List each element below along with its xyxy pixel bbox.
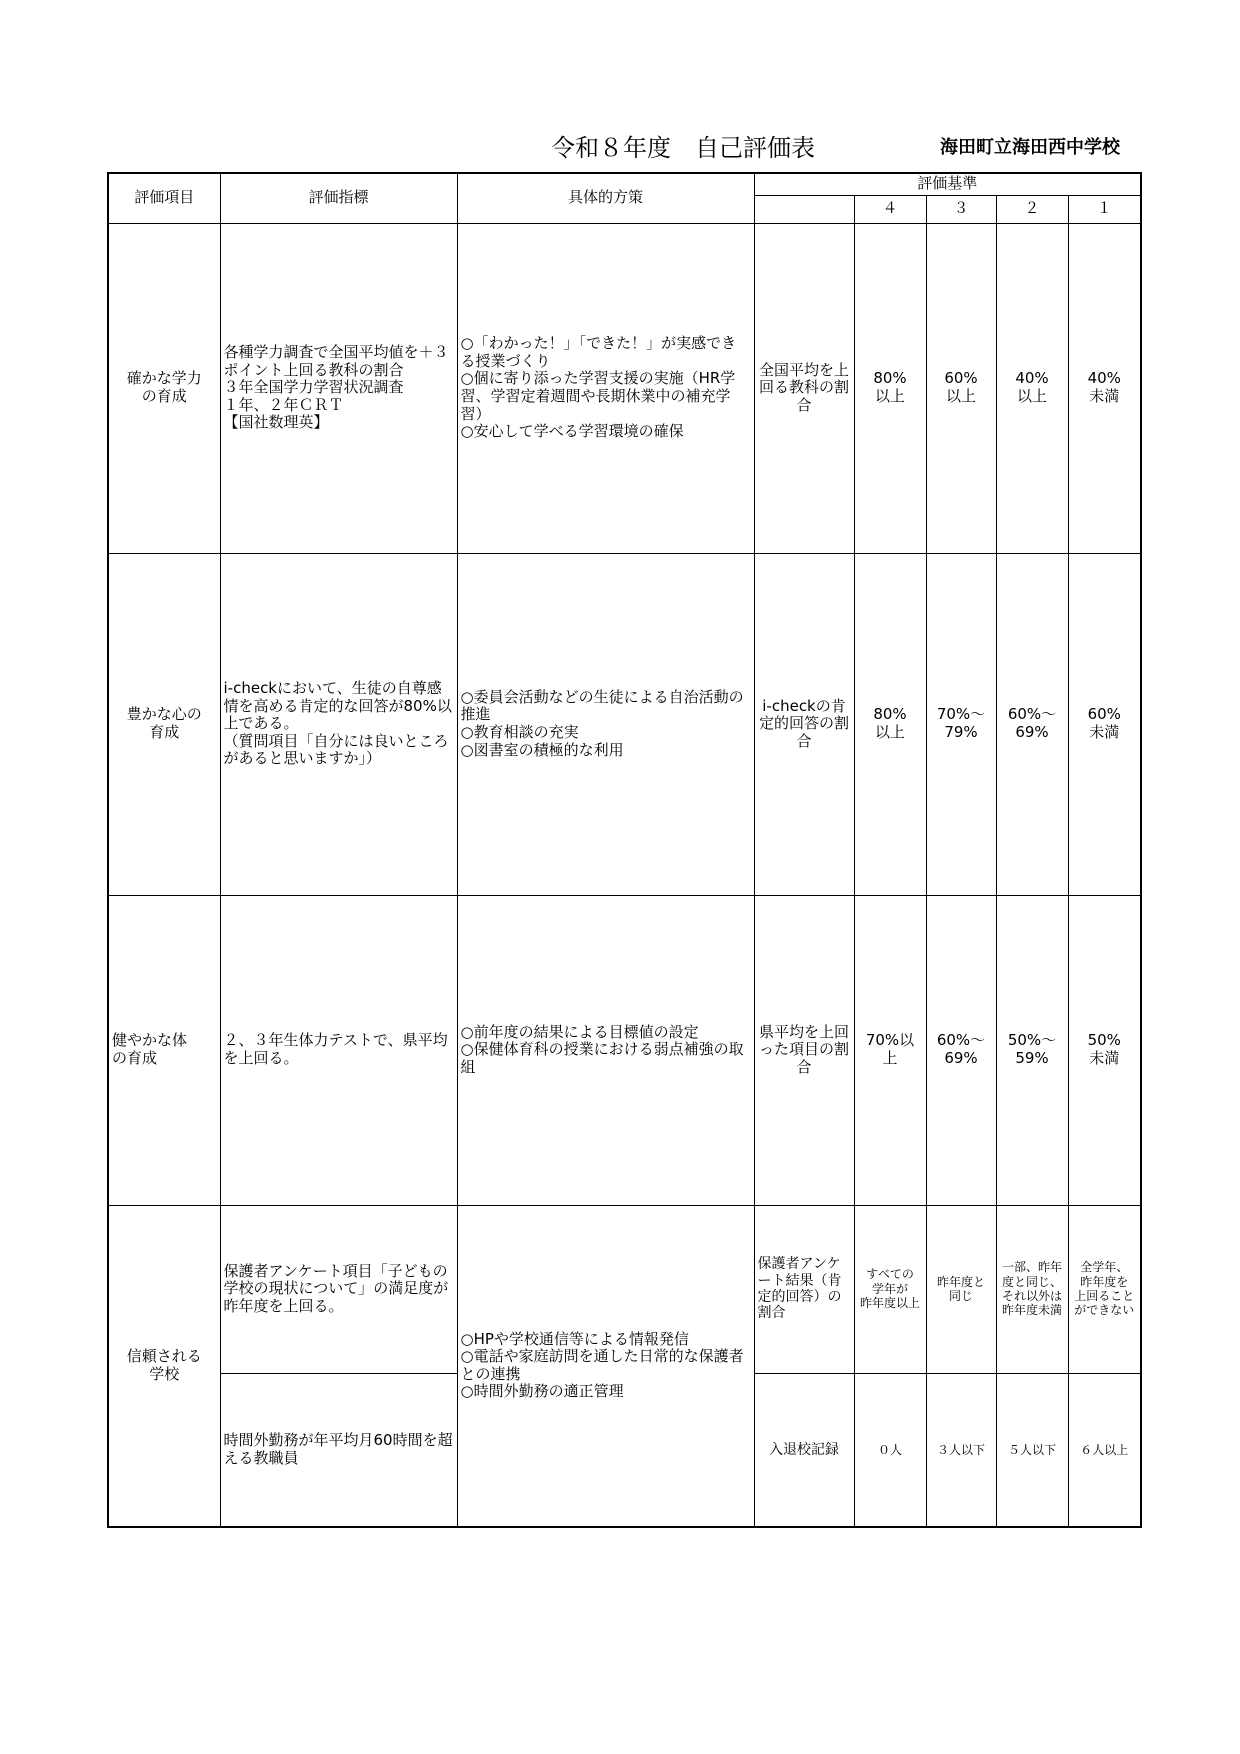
header-indicator: 評価指標 xyxy=(220,173,457,223)
level-4-cell: すべての 学年が 昨年度以上 xyxy=(854,1205,926,1373)
policy-cell: ○委員会活動などの生徒による自治活動の推進 ○教育相談の充実 ○図書室の積極的な利用 xyxy=(457,553,754,895)
level-4-cell: 80% 以上 xyxy=(854,553,926,895)
item-trust: 信頼される 学校 xyxy=(108,1205,220,1527)
level-1-cell: 50% 未満 xyxy=(1068,895,1141,1205)
criterion-cell: 保護者アンケート結果（肯定的回答）の割合 xyxy=(754,1205,854,1373)
level-3-cell: ３人以下 xyxy=(926,1373,996,1527)
header-level-3: ３ xyxy=(926,195,996,223)
indicator-cell: i-checkにおいて、生徒の自尊感情を高める肯定的な回答が80%以上である。 （質問項目「自分には良いところがあると思いますか」） xyxy=(220,553,457,895)
level-3-cell: 60%～ 69% xyxy=(926,895,996,1205)
header-criteria-blank xyxy=(754,195,854,223)
indicator-cell: 各種学力調査で全国平均値を＋３ポイント上回る教科の割合 ３年全国学力学習状況調査 １年、２年ＣＲＴ 【国社数理英】 xyxy=(220,223,457,553)
level-4-cell: 80% 以上 xyxy=(854,223,926,553)
level-4-cell: ０人 xyxy=(854,1373,926,1527)
level-2-cell: 60%～ 69% xyxy=(996,553,1068,895)
header-level-2: ２ xyxy=(996,195,1068,223)
level-4-cell: 70%以 上 xyxy=(854,895,926,1205)
level-1-cell: ６人以上 xyxy=(1068,1373,1141,1527)
criterion-cell: 入退校記録 xyxy=(754,1373,854,1527)
table-row xyxy=(108,1205,1141,1373)
level-2-cell: ５人以下 xyxy=(996,1373,1068,1527)
evaluation-table xyxy=(107,172,1142,1528)
table-row xyxy=(108,553,1141,895)
level-2-cell: 50%～ 59% xyxy=(996,895,1068,1205)
policy-cell: ○「わかった！」「できた！」が実感できる授業づくり ○個に寄り添った学習支援の実施（HR学習、学習定着週間や長期休業中の補充学習） ○安心して学べる学習環境の確保 xyxy=(457,223,754,553)
page-title: 令和８年度 自己評価表 xyxy=(551,134,815,162)
table-row xyxy=(108,895,1141,1205)
level-3-cell: 昨年度と 同じ xyxy=(926,1205,996,1373)
level-3-cell: 60% 以上 xyxy=(926,223,996,553)
item-heart: 豊かな心の 育成 xyxy=(108,553,220,895)
header-level-4: ４ xyxy=(854,195,926,223)
indicator-cell: 時間外勤務が年平均月60時間を超える教職員 xyxy=(220,1373,457,1527)
item-body: 健やかな体 の育成 xyxy=(108,895,220,1205)
header-item: 評価項目 xyxy=(108,173,220,223)
criterion-cell: 全国平均を上回る教科の割合 xyxy=(754,223,854,553)
criterion-cell: i-checkの肯定的回答の割合 xyxy=(754,553,854,895)
policy-cell: ○HPや学校通信等による情報発信 ○電話や家庭訪問を通した日常的な保護者との連携 ○時間外勤務の適正管理 xyxy=(457,1205,754,1527)
table-row xyxy=(108,223,1141,553)
policy-cell: ○前年度の結果による目標値の設定 ○保健体育科の授業における弱点補強の取組 xyxy=(457,895,754,1205)
header-policy: 具体的方策 xyxy=(457,173,754,223)
header-level-1: １ xyxy=(1068,195,1141,223)
school-name: 海田町立海田西中学校 xyxy=(940,137,1120,158)
level-1-cell: 60% 未満 xyxy=(1068,553,1141,895)
level-2-cell: 一部、昨年 度と同じ、 それ以外は 昨年度未満 xyxy=(996,1205,1068,1373)
criterion-cell: 県平均を上回った項目の割合 xyxy=(754,895,854,1205)
level-1-cell: 全学年、 昨年度を 上回ること ができない xyxy=(1068,1205,1141,1373)
indicator-cell: ２、３年生体力テストで、県平均を上回る。 xyxy=(220,895,457,1205)
item-academic: 確かな学力 の育成 xyxy=(108,223,220,553)
level-2-cell: 40% 以上 xyxy=(996,223,1068,553)
level-1-cell: 40% 未満 xyxy=(1068,223,1141,553)
indicator-cell: 保護者アンケート項目「子どもの学校の現状について」の満足度が昨年度を上回る。 xyxy=(220,1205,457,1373)
header-criteria: 評価基準 xyxy=(754,173,1141,195)
level-3-cell: 70%～ 79% xyxy=(926,553,996,895)
